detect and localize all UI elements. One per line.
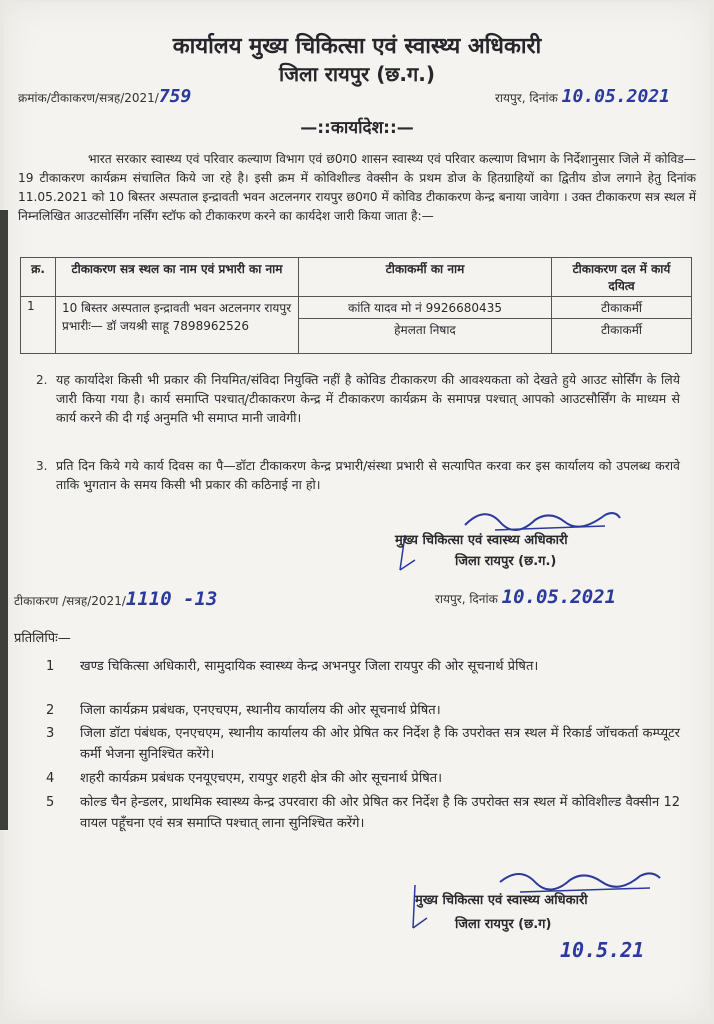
cell-site: 10 बिस्तर अस्पताल इन्द्रावती भवन अटलनगर रायपुर प्रभारीः— डॉ जयश्री साहू 7898962526	[56, 297, 299, 354]
copy-number: 2	[46, 703, 55, 718]
district-title: जिला रायपुर (छ.ग.)	[279, 62, 435, 86]
order-date-1	[495, 86, 670, 107]
cell-sno: 1	[21, 297, 56, 354]
copy-number: 3	[46, 726, 55, 741]
table-header-row	[21, 258, 692, 297]
handwritten-ref-number: 1110 -13	[125, 588, 218, 610]
copy-number: 5	[46, 795, 55, 810]
date-label: रायपुर, दिनांक	[435, 592, 498, 606]
cell-role: टीकाकर्मी	[552, 319, 692, 354]
copy-text: शहरी कार्यक्रम प्रबंधक एनयूएचएम, रायपुर शहरी क्षेत्र की ओर सूचनार्थ प्रेषित।	[80, 771, 443, 786]
cell-role: टीकाकर्मी	[552, 297, 692, 319]
copy-text: खण्ड चिकित्सा अधिकारी, सामुदायिक स्वास्थ्य केन्द्र अभनपुर जिला रायपुर की ओर सूचनार्थ प्रेषित।	[80, 659, 539, 674]
signatory-district-1: जिला रायपुर (छ.ग.)	[455, 554, 557, 569]
copy-number: 1	[46, 659, 55, 674]
reference-number-1	[18, 86, 191, 107]
intro-paragraph: भारत सरकार स्वास्थ्य एवं परिवार कल्याण विभाग एवं छ0ग0 शासन स्वास्थ्य एवं परिवार कल्याण विभाग के निर्देशानुसार जिले में कोविड—19 टीकाकरण कार्यक्रम संचालित किये जा रहे है। इसी क्रम में कोविशील्ड वेक्सीन के प्रथम डोज के हितग्राहियों का द्वितीय डोज लगाने हेतु दिनांक 11.05.2021 को 10 बिस्तर अस्पताल इन्द्रावती भवन अटलनगर रायपुर छ0ग0 में कोविड टीकाकरण केन्द्र बनाया जावेगा । उक्त टीकाकरण सत्र स्थल में निम्नलिखित आउटसोर्सिंग नर्सिंग स्टॉफ को टीकाकरण करने का कार्यदेश जारी किया जाता है:—	[18, 152, 696, 223]
col-header-role: टीकाकरण दल में कार्य दयित्व	[552, 258, 692, 297]
office-title: कार्यालय मुख्य चिकित्सा एवं स्वास्थ्य अधिकारी	[172, 34, 542, 59]
col-header-site: टीकाकरण सत्र स्थल का नाम एवं प्रभारी का नाम	[56, 258, 299, 297]
point-text: प्रति दिन किये गये कार्य दिवस का पै—डॉटा टीकाकरण केन्द्र प्रभारी/संस्था प्रभारी से सत्यापित करवा कर इस कार्यालय को उपलब्ध करावे ताकि भुगतान के समय किसी भी प्रकार की कठिनाई ना हो।	[56, 458, 681, 492]
signatory-district-2: जिला रायपुर (छ.ग)	[455, 917, 552, 932]
point-number: 3.	[36, 459, 48, 473]
cell-worker: हेमलता निषाद	[299, 319, 552, 354]
copy-text: कोल्ड चैन हेन्डलर, प्राथमिक स्वास्थ्य केन्द्र उपरवारा की ओर प्रेषित कर निर्देश है कि उपरोक्त सत्र स्थल में कोविशील्ड वैक्सीन 12 वायल पहूँचना एवं सत्र समाप्ति पश्चात् लाना सुनिश्चित करेंगे।	[80, 795, 680, 831]
order-date-2	[435, 586, 616, 608]
reference-prefix: टीकाकरण /सत्रह/2021/	[14, 594, 126, 608]
point-number: 2.	[36, 373, 48, 387]
point-text: यह कार्यादेश किसी भी प्रकार की नियमित/संविदा नियुक्ति नहीं है कोविड टीकाकरण की आवश्यकता को देखते हुये आउट सोर्सिंग के लिये जारी किया गया है। कार्य समाप्ति पश्चात्/टीकाकरण केन्द्र में टीकाकरण कार्यक्रम के समापन्न पश्चात् आपको आउटसौर्सिंग के माध्यम से कार्य करने की दी गई अनुमति भी समाप्त मानी जावेगी।	[56, 372, 680, 425]
handwritten-date: 10.05.2021	[561, 86, 670, 107]
copy-text: जिला कार्यक्रम प्रबंधक, एनएचएम, स्थानीय कार्यालय की ओर सूचनार्थ प्रेषित।	[80, 703, 441, 718]
cell-worker: कांति यादव मो नं 9926680435	[299, 297, 552, 319]
col-header-worker: टीकाकर्मी का नाम	[299, 258, 552, 297]
copy-text: जिला डॉटा पंबंधक, एनएचएम, स्थानीय कार्यालय की ओर प्रेषित कर निर्देश है कि उपरोक्त सत्र स्थल में रिकार्ड जॉचकर्ता कम्प्यूटर कर्मी भेजना सुनिश्चित करेंगे।	[80, 726, 680, 762]
date-label: रायपुर, दिनांक	[495, 91, 558, 105]
scan-edge-shadow	[0, 210, 8, 830]
reference-number-2	[14, 588, 217, 610]
handwritten-date-footer: 10.5.21	[560, 938, 645, 962]
table-row	[21, 297, 692, 319]
handwritten-ref-number: 759	[158, 86, 192, 107]
copy-to-label: प्रतिलिपिः—	[14, 631, 71, 646]
handwritten-date: 10.05.2021	[501, 586, 617, 608]
col-header-sno: क्र.	[21, 258, 56, 297]
order-heading: —::कार्यादेश::—	[300, 118, 414, 138]
signatory-title-2: मुख्य चिकित्सा एवं स्वास्थ्य अधिकारी	[415, 893, 588, 908]
reference-prefix: क्रमांक/टीकाकरण/सत्रह/2021/	[18, 91, 159, 105]
signatory-title-1: मुख्य चिकित्सा एवं स्वास्थ्य अधिकारी	[395, 533, 568, 548]
copy-number: 4	[46, 771, 55, 786]
staff-assignment-table	[20, 257, 692, 354]
